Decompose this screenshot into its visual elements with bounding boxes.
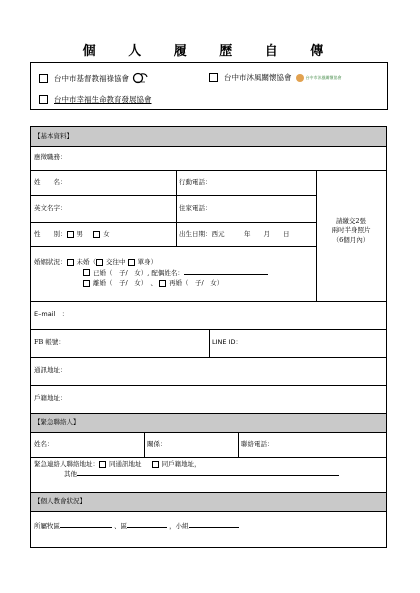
rule xyxy=(176,170,177,246)
org-2-label: 台中市沐風關懷協會 xyxy=(224,73,292,82)
church-district-label: 、區 xyxy=(114,522,128,530)
rule xyxy=(31,246,316,247)
ec-same-household-label: 同戶籍地址， xyxy=(161,460,201,468)
remarried-label: 再婚（ 子/ 女） xyxy=(169,279,224,288)
rule xyxy=(31,457,386,458)
org-2-checkbox[interactable] xyxy=(209,73,218,82)
org-2-logo-mark xyxy=(296,74,304,82)
gender-label: 性 別： xyxy=(34,230,67,238)
ec-other-input[interactable] xyxy=(77,469,339,476)
rule xyxy=(31,301,386,302)
org-option-2[interactable] xyxy=(209,72,342,83)
email-field[interactable]: E–mail ： xyxy=(34,310,69,318)
mobile-field[interactable]: 行動電話： xyxy=(179,178,212,186)
ec-same-mail-label: 同通訊地址 xyxy=(109,460,142,468)
ec-same-household-checkbox[interactable] xyxy=(152,461,159,468)
married-checkbox[interactable] xyxy=(83,269,90,276)
rule xyxy=(31,432,386,433)
org-1-label: 台中市基督教福祿協會 xyxy=(54,73,129,83)
unmarried-checkbox[interactable] xyxy=(67,259,74,266)
dating-checkbox[interactable] xyxy=(96,259,103,266)
rule xyxy=(31,222,316,223)
rule xyxy=(31,385,386,386)
rule xyxy=(31,146,386,147)
church-group-label: ，小組 xyxy=(169,522,189,530)
section-emergency-band xyxy=(31,413,386,432)
photo-instructions xyxy=(316,217,386,245)
dating-label: 交往中 xyxy=(106,258,126,266)
home-phone-field[interactable]: 住家電話： xyxy=(179,204,212,212)
section-emergency-title: 【緊急聯絡人】 xyxy=(34,418,80,426)
section-basic-band xyxy=(31,127,386,146)
ec-address-field xyxy=(34,460,384,480)
unmarried-label: 未婚（ xyxy=(76,258,96,266)
male-checkbox[interactable] xyxy=(67,231,74,238)
church-group-input[interactable] xyxy=(189,521,239,528)
org-option-3[interactable] xyxy=(39,94,152,105)
birthday-field[interactable]: 出生日期：西元 年 月 日 xyxy=(179,230,290,238)
english-name-field[interactable]: 英文名字： xyxy=(34,204,67,212)
divorced-checkbox[interactable] xyxy=(83,280,90,287)
rule xyxy=(31,413,386,414)
marital-label: 婚姻狀況： xyxy=(34,258,67,266)
mail-address-field[interactable]: 通訊地址： xyxy=(34,366,67,374)
photo-line-3: （6個月內） xyxy=(332,235,370,244)
single-checkbox[interactable] xyxy=(128,259,135,266)
rule xyxy=(238,432,239,457)
ec-other-label: 其他 xyxy=(64,470,77,479)
org-3-checkbox[interactable] xyxy=(39,95,48,104)
gender-field xyxy=(34,230,110,239)
section-basic-title: 【基本資料】 xyxy=(34,132,73,140)
female-label: 女 xyxy=(103,230,110,238)
ec-name-field[interactable]: 姓名： xyxy=(34,440,54,448)
name-field[interactable]: 姓 名： xyxy=(34,178,67,186)
photo-line-1: 請繳交2張 xyxy=(335,217,367,225)
male-label: 男 xyxy=(76,230,83,238)
rule xyxy=(31,492,386,493)
female-checkbox[interactable] xyxy=(93,231,100,238)
fb-field[interactable]: FB 帳號： xyxy=(34,338,65,346)
church-field xyxy=(34,521,239,531)
ec-address-label: 緊急連絡人聯絡地址： xyxy=(34,460,99,468)
org-3-label: 台中市幸福生命教育發展協會 xyxy=(54,95,152,104)
marital-status-field xyxy=(34,257,314,289)
org-1-checkbox[interactable] xyxy=(39,74,48,83)
resume-form xyxy=(30,126,387,548)
ec-relation-field[interactable]: 關係： xyxy=(147,440,167,448)
rule xyxy=(31,511,386,512)
ec-same-mail-checkbox[interactable] xyxy=(99,461,106,468)
rule xyxy=(31,357,386,358)
married-label: 已婚（ 子/ 女）, 配偶姓名： xyxy=(93,268,184,277)
rule xyxy=(31,170,386,171)
organization-selector xyxy=(30,62,388,110)
org-option-1[interactable] xyxy=(39,72,151,84)
org-2-logo-icon xyxy=(296,74,342,82)
line-id-field[interactable]: LINE ID： xyxy=(212,338,242,346)
section-church-title: 【個人教會狀況】 xyxy=(34,497,86,505)
photo-line-2: 兩吋半身照片 xyxy=(331,226,371,235)
rule xyxy=(31,195,316,196)
rule xyxy=(144,432,145,457)
household-address-field[interactable]: 戶籍地址： xyxy=(34,394,67,402)
position-field[interactable]: 應徵職務： xyxy=(34,153,67,161)
page-title: 個 人 履 歷 自 傳 xyxy=(82,44,338,59)
single-label: 單身） xyxy=(137,258,158,266)
church-area-input[interactable] xyxy=(60,521,112,528)
spouse-name-input[interactable] xyxy=(184,268,268,275)
church-area-label: 所屬牧區 xyxy=(34,522,60,530)
rule xyxy=(209,329,210,357)
divorced-label: 離婚（ 子/ 女） 、 xyxy=(93,279,157,288)
org-1-logo-icon xyxy=(132,72,148,84)
ec-phone-field[interactable]: 聯絡電話： xyxy=(241,440,274,448)
org-2-logo-text: 台中市沐風關懷協會 xyxy=(305,74,342,80)
church-district-input[interactable] xyxy=(127,521,167,528)
remarried-checkbox[interactable] xyxy=(159,280,166,287)
